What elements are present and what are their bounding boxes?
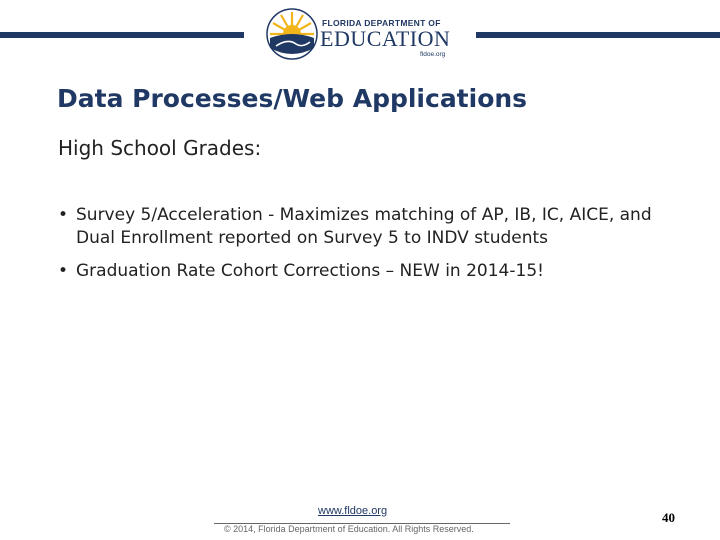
logo-url: fldoe.org (420, 51, 446, 58)
header-rule-left (0, 32, 244, 38)
header-rule-right (476, 32, 720, 38)
footer-url-link[interactable]: www.fldoe.org (318, 505, 388, 517)
fldoe-logo[interactable] (262, 6, 462, 62)
slide-title: Data Processes/Web Applications (57, 84, 528, 113)
bullet-item: • Survey 5/Acceleration - Maximizes matching of AP, IB, IC, AICE, and Dual Enrollment reported on Survey 5 to INDV students (58, 204, 658, 250)
page-number: 40 (662, 510, 675, 525)
bullet-list (58, 204, 658, 293)
logo-education-word: EDUCATION (320, 26, 451, 51)
sunburst-seal-icon (266, 8, 318, 60)
bullet-item: • Graduation Rate Cohort Corrections – NEW in 2014-15! (58, 260, 658, 283)
slide-subtitle: High School Grades: (58, 136, 262, 160)
footer-copyright: © 2014, Florida Department of Education. All Rights Reserved. (224, 524, 474, 534)
logo-org-line: FLORIDA DEPARTMENT OF (322, 18, 441, 28)
